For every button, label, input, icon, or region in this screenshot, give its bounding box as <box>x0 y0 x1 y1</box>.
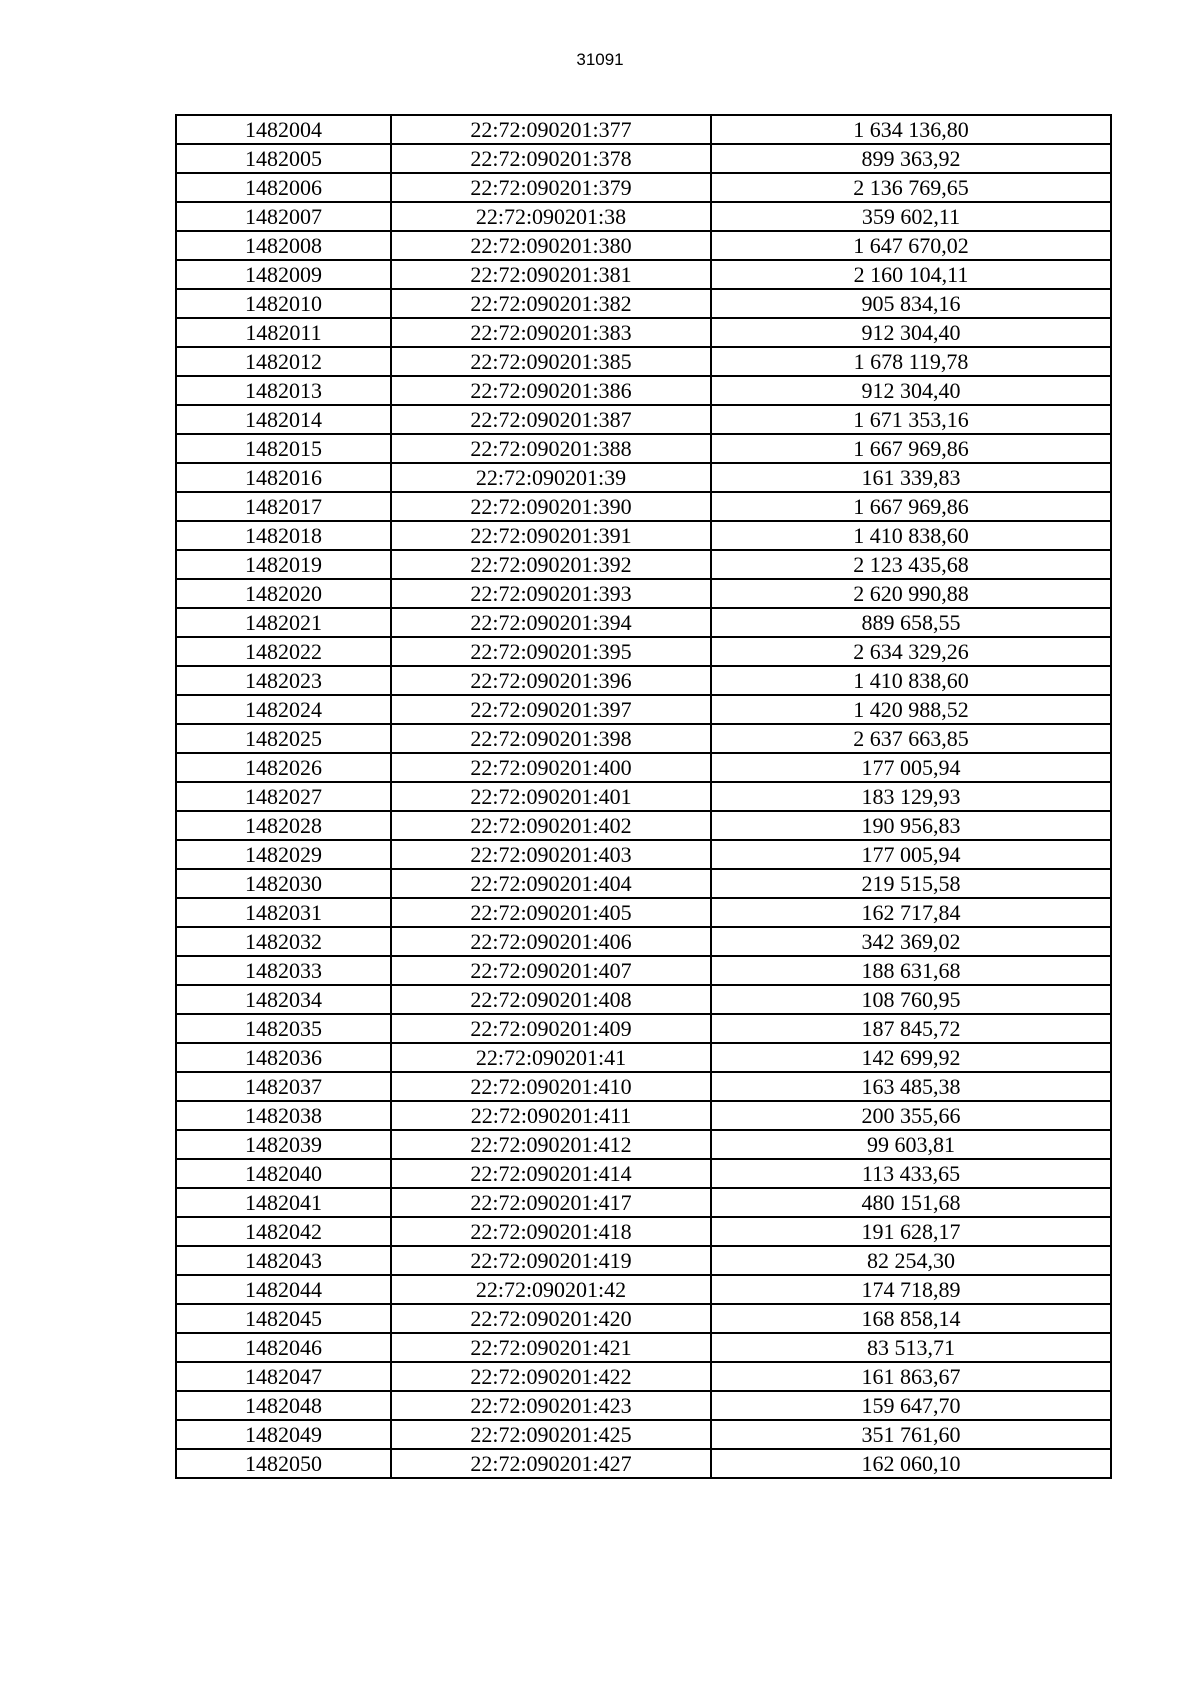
row-number-cell: 1482033 <box>176 956 391 985</box>
cadastral-number-cell: 22:72:090201:42 <box>391 1275 711 1304</box>
cadastral-number-cell: 22:72:090201:393 <box>391 579 711 608</box>
table-row <box>176 1101 1111 1130</box>
row-number-cell: 1482041 <box>176 1188 391 1217</box>
table-row <box>176 608 1111 637</box>
table-row <box>176 869 1111 898</box>
cadastral-number-cell: 22:72:090201:404 <box>391 869 711 898</box>
row-number-cell: 1482030 <box>176 869 391 898</box>
row-number-cell: 1482050 <box>176 1449 391 1478</box>
value-cell: 1 678 119,78 <box>711 347 1111 376</box>
row-number-cell: 1482015 <box>176 434 391 463</box>
row-number-cell: 1482013 <box>176 376 391 405</box>
row-number-cell: 1482039 <box>176 1130 391 1159</box>
table-row <box>176 927 1111 956</box>
cadastral-number-cell: 22:72:090201:422 <box>391 1362 711 1391</box>
cadastral-number-cell: 22:72:090201:382 <box>391 289 711 318</box>
row-number-cell: 1482027 <box>176 782 391 811</box>
value-cell: 1 410 838,60 <box>711 666 1111 695</box>
row-number-cell: 1482004 <box>176 115 391 144</box>
row-number-cell: 1482012 <box>176 347 391 376</box>
value-cell: 82 254,30 <box>711 1246 1111 1275</box>
cadastral-number-cell: 22:72:090201:427 <box>391 1449 711 1478</box>
row-number-cell: 1482008 <box>176 231 391 260</box>
table-row <box>176 347 1111 376</box>
row-number-cell: 1482031 <box>176 898 391 927</box>
value-cell: 83 513,71 <box>711 1333 1111 1362</box>
row-number-cell: 1482048 <box>176 1391 391 1420</box>
row-number-cell: 1482036 <box>176 1043 391 1072</box>
table-row <box>176 434 1111 463</box>
row-number-cell: 1482017 <box>176 492 391 521</box>
cadastral-number-cell: 22:72:090201:395 <box>391 637 711 666</box>
row-number-cell: 1482010 <box>176 289 391 318</box>
value-cell: 190 956,83 <box>711 811 1111 840</box>
table-row <box>176 637 1111 666</box>
value-cell: 188 631,68 <box>711 956 1111 985</box>
value-cell: 161 863,67 <box>711 1362 1111 1391</box>
row-number-cell: 1482034 <box>176 985 391 1014</box>
cadastral-number-cell: 22:72:090201:379 <box>391 173 711 202</box>
table-row <box>176 1188 1111 1217</box>
table-row <box>176 1449 1111 1478</box>
table-row <box>176 695 1111 724</box>
value-cell: 159 647,70 <box>711 1391 1111 1420</box>
value-cell: 889 658,55 <box>711 608 1111 637</box>
cadastral-number-cell: 22:72:090201:398 <box>391 724 711 753</box>
cadastral-number-cell: 22:72:090201:391 <box>391 521 711 550</box>
table-row <box>176 318 1111 347</box>
page-number: 31091 <box>576 50 624 69</box>
cadastral-number-cell: 22:72:090201:414 <box>391 1159 711 1188</box>
cadastral-number-cell: 22:72:090201:387 <box>391 405 711 434</box>
value-cell: 2 160 104,11 <box>711 260 1111 289</box>
table-row <box>176 463 1111 492</box>
row-number-cell: 1482024 <box>176 695 391 724</box>
value-cell: 359 602,11 <box>711 202 1111 231</box>
row-number-cell: 1482023 <box>176 666 391 695</box>
value-cell: 174 718,89 <box>711 1275 1111 1304</box>
table-row <box>176 1217 1111 1246</box>
row-number-cell: 1482035 <box>176 1014 391 1043</box>
row-number-cell: 1482037 <box>176 1072 391 1101</box>
value-cell: 912 304,40 <box>711 376 1111 405</box>
table-row <box>176 1246 1111 1275</box>
row-number-cell: 1482032 <box>176 927 391 956</box>
cadastral-number-cell: 22:72:090201:417 <box>391 1188 711 1217</box>
value-cell: 219 515,58 <box>711 869 1111 898</box>
data-table <box>175 114 1112 1479</box>
value-cell: 1 647 670,02 <box>711 231 1111 260</box>
row-number-cell: 1482018 <box>176 521 391 550</box>
value-cell: 162 717,84 <box>711 898 1111 927</box>
value-cell: 113 433,65 <box>711 1159 1111 1188</box>
cadastral-number-cell: 22:72:090201:381 <box>391 260 711 289</box>
cadastral-number-cell: 22:72:090201:423 <box>391 1391 711 1420</box>
row-number-cell: 1482043 <box>176 1246 391 1275</box>
table-row <box>176 492 1111 521</box>
table-row <box>176 1014 1111 1043</box>
cadastral-number-cell: 22:72:090201:386 <box>391 376 711 405</box>
table-row <box>176 782 1111 811</box>
row-number-cell: 1482046 <box>176 1333 391 1362</box>
row-number-cell: 1482011 <box>176 318 391 347</box>
table-row <box>176 173 1111 202</box>
table-row <box>176 1420 1111 1449</box>
table-row <box>176 521 1111 550</box>
table-row <box>176 811 1111 840</box>
value-cell: 183 129,93 <box>711 782 1111 811</box>
row-number-cell: 1482014 <box>176 405 391 434</box>
table-row <box>176 753 1111 782</box>
table-row <box>176 579 1111 608</box>
value-cell: 99 603,81 <box>711 1130 1111 1159</box>
value-cell: 177 005,94 <box>711 840 1111 869</box>
row-number-cell: 1482047 <box>176 1362 391 1391</box>
table-row <box>176 231 1111 260</box>
cadastral-number-cell: 22:72:090201:401 <box>391 782 711 811</box>
value-cell: 1 667 969,86 <box>711 492 1111 521</box>
cadastral-number-cell: 22:72:090201:418 <box>391 1217 711 1246</box>
value-cell: 162 060,10 <box>711 1449 1111 1478</box>
row-number-cell: 1482019 <box>176 550 391 579</box>
table-row <box>176 1130 1111 1159</box>
table-row <box>176 1333 1111 1362</box>
table-row <box>176 1072 1111 1101</box>
value-cell: 1 410 838,60 <box>711 521 1111 550</box>
value-cell: 161 339,83 <box>711 463 1111 492</box>
cadastral-number-cell: 22:72:090201:421 <box>391 1333 711 1362</box>
value-cell: 480 151,68 <box>711 1188 1111 1217</box>
table-row <box>176 1391 1111 1420</box>
value-cell: 1 634 136,80 <box>711 115 1111 144</box>
cadastral-number-cell: 22:72:090201:406 <box>391 927 711 956</box>
cadastral-number-cell: 22:72:090201:408 <box>391 985 711 1014</box>
row-number-cell: 1482022 <box>176 637 391 666</box>
cadastral-number-cell: 22:72:090201:409 <box>391 1014 711 1043</box>
cadastral-number-cell: 22:72:090201:394 <box>391 608 711 637</box>
value-cell: 351 761,60 <box>711 1420 1111 1449</box>
row-number-cell: 1482045 <box>176 1304 391 1333</box>
value-cell: 200 355,66 <box>711 1101 1111 1130</box>
table-row <box>176 1159 1111 1188</box>
cadastral-number-cell: 22:72:090201:392 <box>391 550 711 579</box>
cadastral-number-cell: 22:72:090201:407 <box>391 956 711 985</box>
value-cell: 1 667 969,86 <box>711 434 1111 463</box>
value-cell: 2 637 663,85 <box>711 724 1111 753</box>
cadastral-number-cell: 22:72:090201:420 <box>391 1304 711 1333</box>
table-row <box>176 956 1111 985</box>
row-number-cell: 1482029 <box>176 840 391 869</box>
cadastral-number-cell: 22:72:090201:397 <box>391 695 711 724</box>
row-number-cell: 1482007 <box>176 202 391 231</box>
table-row <box>176 1362 1111 1391</box>
table-row <box>176 289 1111 318</box>
table-row <box>176 898 1111 927</box>
cadastral-number-cell: 22:72:090201:411 <box>391 1101 711 1130</box>
value-cell: 2 620 990,88 <box>711 579 1111 608</box>
value-cell: 191 628,17 <box>711 1217 1111 1246</box>
row-number-cell: 1482040 <box>176 1159 391 1188</box>
value-cell: 905 834,16 <box>711 289 1111 318</box>
table-row <box>176 985 1111 1014</box>
row-number-cell: 1482044 <box>176 1275 391 1304</box>
value-cell: 163 485,38 <box>711 1072 1111 1101</box>
table-row <box>176 666 1111 695</box>
cadastral-number-cell: 22:72:090201:390 <box>391 492 711 521</box>
cadastral-number-cell: 22:72:090201:410 <box>391 1072 711 1101</box>
cadastral-number-cell: 22:72:090201:419 <box>391 1246 711 1275</box>
table-row <box>176 1043 1111 1072</box>
cadastral-number-cell: 22:72:090201:388 <box>391 434 711 463</box>
table-row <box>176 144 1111 173</box>
row-number-cell: 1482020 <box>176 579 391 608</box>
value-cell: 142 699,92 <box>711 1043 1111 1072</box>
cadastral-number-cell: 22:72:090201:400 <box>391 753 711 782</box>
row-number-cell: 1482005 <box>176 144 391 173</box>
cadastral-number-cell: 22:72:090201:403 <box>391 840 711 869</box>
row-number-cell: 1482042 <box>176 1217 391 1246</box>
table-row <box>176 202 1111 231</box>
table-row <box>176 115 1111 144</box>
cadastral-number-cell: 22:72:090201:412 <box>391 1130 711 1159</box>
value-cell: 342 369,02 <box>711 927 1111 956</box>
row-number-cell: 1482049 <box>176 1420 391 1449</box>
table-row <box>176 840 1111 869</box>
table-body <box>176 115 1111 1478</box>
row-number-cell: 1482006 <box>176 173 391 202</box>
value-cell: 912 304,40 <box>711 318 1111 347</box>
row-number-cell: 1482009 <box>176 260 391 289</box>
table-row <box>176 550 1111 579</box>
cadastral-number-cell: 22:72:090201:378 <box>391 144 711 173</box>
row-number-cell: 1482025 <box>176 724 391 753</box>
cadastral-number-cell: 22:72:090201:377 <box>391 115 711 144</box>
value-cell: 1 420 988,52 <box>711 695 1111 724</box>
row-number-cell: 1482028 <box>176 811 391 840</box>
table-row <box>176 376 1111 405</box>
row-number-cell: 1482016 <box>176 463 391 492</box>
cadastral-number-cell: 22:72:090201:396 <box>391 666 711 695</box>
cadastral-number-cell: 22:72:090201:402 <box>391 811 711 840</box>
value-cell: 1 671 353,16 <box>711 405 1111 434</box>
cadastral-number-cell: 22:72:090201:383 <box>391 318 711 347</box>
cadastral-number-cell: 22:72:090201:405 <box>391 898 711 927</box>
value-cell: 177 005,94 <box>711 753 1111 782</box>
value-cell: 108 760,95 <box>711 985 1111 1014</box>
table-row <box>176 405 1111 434</box>
table-row <box>176 1275 1111 1304</box>
value-cell: 168 858,14 <box>711 1304 1111 1333</box>
cadastral-number-cell: 22:72:090201:38 <box>391 202 711 231</box>
row-number-cell: 1482026 <box>176 753 391 782</box>
cadastral-number-cell: 22:72:090201:385 <box>391 347 711 376</box>
value-cell: 2 136 769,65 <box>711 173 1111 202</box>
value-cell: 2 123 435,68 <box>711 550 1111 579</box>
cadastral-number-cell: 22:72:090201:380 <box>391 231 711 260</box>
table-row <box>176 724 1111 753</box>
value-cell: 187 845,72 <box>711 1014 1111 1043</box>
table-row <box>176 1304 1111 1333</box>
row-number-cell: 1482038 <box>176 1101 391 1130</box>
cadastral-number-cell: 22:72:090201:425 <box>391 1420 711 1449</box>
cadastral-number-cell: 22:72:090201:39 <box>391 463 711 492</box>
value-cell: 899 363,92 <box>711 144 1111 173</box>
row-number-cell: 1482021 <box>176 608 391 637</box>
cadastral-number-cell: 22:72:090201:41 <box>391 1043 711 1072</box>
table-row <box>176 260 1111 289</box>
value-cell: 2 634 329,26 <box>711 637 1111 666</box>
